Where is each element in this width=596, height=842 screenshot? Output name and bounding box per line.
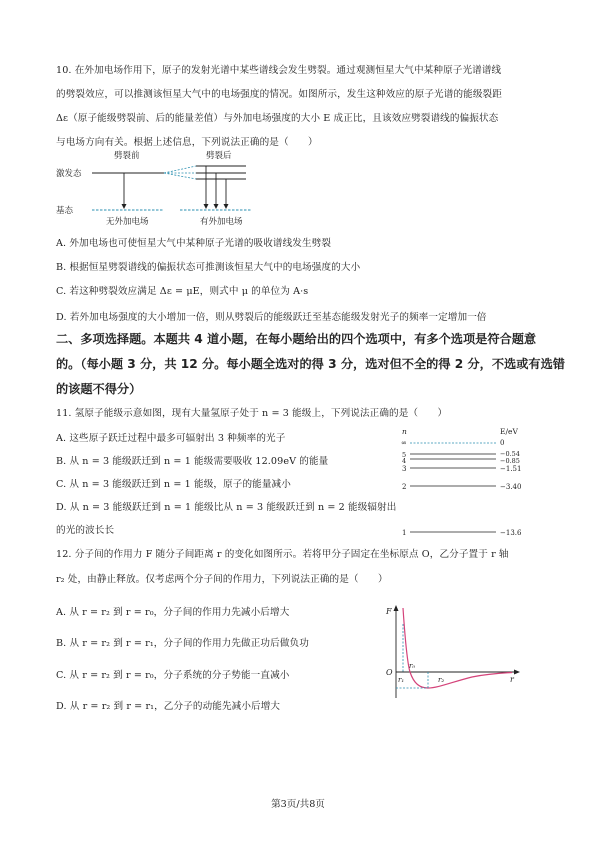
q11-option-a[interactable]: A. 这些原子跃迁过程中最多可辐射出 3 种频率的光子	[56, 433, 286, 444]
q10-option-b[interactable]: B. 根据恒星劈裂谱线的偏振状态可推测该恒星大气中的电场强度的大小	[56, 262, 361, 273]
ground-state-label: 基态	[56, 206, 74, 216]
q12-stem-line-1: 12. 分子间的作用力 F 随分子间距离 r 的变化如图所示。若将甲分子固定在坐标原点 O，乙分子置于 r 轴	[56, 549, 509, 560]
level-e-4: −0.85	[500, 457, 520, 465]
q10-stem-line-4: 与电场方向有关。根据上述信息，下列说法正确的是（ ）	[56, 137, 318, 148]
no-field-label: 无外加电场	[106, 217, 149, 227]
split-connector	[164, 166, 196, 173]
q10-stem-line-1: 10. 在外加电场作用下，原子的发射光谱中某些谱线会发生劈裂。通过观测恒星大气中某种原子光谱谱线	[56, 65, 502, 76]
q12-option-b[interactable]: B. 从 r = r₂ 到 r = r₁，分子间的作用力先做正功后做负功	[56, 638, 309, 649]
level-e-2: −3.40	[500, 483, 522, 491]
section-2-line-1: 二、多项选择题。本题共 4 道小题，在每小题给出的四个选项中，有多个选项是符合题意	[56, 332, 537, 346]
level-e-3: −1.51	[500, 465, 522, 473]
section-2-line-2: 的。（每小题 3 分，共 12 分。每小题全选对的得 3 分，选对但不全的得 2 分，不选或有选错	[56, 357, 565, 371]
q12-option-a[interactable]: A. 从 r = r₂ 到 r = r₀，分子间的作用力先减小后增大	[56, 607, 290, 618]
f-axis-arrow	[394, 605, 399, 611]
transition-arrowhead-after	[224, 204, 229, 209]
e-header: E/eV	[500, 427, 518, 436]
force-curve	[403, 608, 512, 688]
level-e-1: −13.6	[500, 529, 522, 537]
section-2-line-3: 的该题不得分）	[56, 382, 142, 396]
molecular-force-figure	[382, 602, 532, 704]
excited-state-label: 激发态	[56, 169, 82, 179]
level-n-5: 5	[402, 451, 407, 459]
r0-label: r₀	[409, 662, 416, 670]
level-n-3: 3	[402, 465, 407, 473]
transition-arrowhead-before	[122, 204, 127, 209]
q10-stem-line-2: 的劈裂效应，可以推测该恒星大气中的电场强度的情况。如图所示，发生这种效应的原子光谱的能级裂距	[56, 89, 502, 100]
n-header: n	[402, 427, 407, 436]
level-n-1: 1	[402, 529, 407, 537]
level-n-inf: ∞	[401, 439, 407, 447]
level-e-inf: 0	[500, 439, 505, 447]
r-axis-arrow	[514, 670, 520, 675]
q11-option-d-cont: 的光的波长长	[56, 525, 115, 536]
level-e-5: −0.54	[500, 450, 520, 458]
r2-label: r₂	[438, 676, 445, 684]
q11-option-b[interactable]: B. 从 n = 3 能级跃迁到 n = 1 能级需要吸收 12.09eV 的能量	[56, 456, 329, 467]
q10-energy-split-figure	[56, 148, 356, 234]
hydrogen-energy-level-figure	[396, 424, 546, 542]
q11-option-d[interactable]: D. 从 n = 3 能级跃迁到 n = 1 能级比从 n = 3 能级跃迁到 n = 2 能级辐射出	[56, 502, 397, 513]
q10-option-d[interactable]: D. 若外加电场强度的大小增加一倍，则从劈裂后的能级跃迁至基态能级发射光子的频率一定增加一倍	[56, 312, 487, 323]
q10-option-c[interactable]: C. 若这种劈裂效应满足 Δε = μE，则式中 μ 的单位为 A·s	[56, 286, 309, 297]
r-axis-label: r	[510, 675, 514, 684]
before-label: 劈裂前	[114, 151, 140, 161]
r1-label: r₁	[398, 676, 405, 684]
q12-stem-line-2: r₂ 处，由静止释放。仅考虑两个分子间的作用力，下列说法正确的是（ ）	[56, 574, 388, 585]
origin-label: O	[386, 668, 393, 677]
q10-stem-line-3: Δε（原子能级劈裂前、后的能量差值）与外加电场强度的大小 E 成正比，且该效应劈裂谱线的偏振状态	[56, 113, 499, 124]
q12-option-c[interactable]: C. 从 r = r₂ 到 r = r₀，分子系统的分子势能一直减小	[56, 670, 290, 681]
transition-arrowhead-after	[214, 204, 219, 209]
transition-arrowhead-after	[204, 204, 209, 209]
q11-option-c[interactable]: C. 从 n = 3 能级跃迁到 n = 1 能级，原子的能量减小	[56, 479, 291, 490]
after-label: 劈裂后	[206, 151, 232, 161]
f-axis-label: F	[386, 607, 392, 616]
q12-option-d[interactable]: D. 从 r = r₂ 到 r = r₁，乙分子的动能先减小后增大	[56, 701, 281, 712]
q11-stem: 11. 氢原子能级示意如图，现有大量氢原子处于 n = 3 能级上，下列说法正确的是（ ）	[56, 408, 448, 419]
split-connector	[164, 173, 196, 179]
level-n-2: 2	[402, 483, 407, 491]
q10-option-a[interactable]: A. 外加电场也可使恒星大气中某种原子光谱的吸收谱线发生劈裂	[56, 238, 332, 249]
with-field-label: 有外加电场	[200, 217, 243, 227]
level-n-4: 4	[402, 457, 407, 465]
page-footer: 第3页/共8页	[271, 799, 325, 810]
